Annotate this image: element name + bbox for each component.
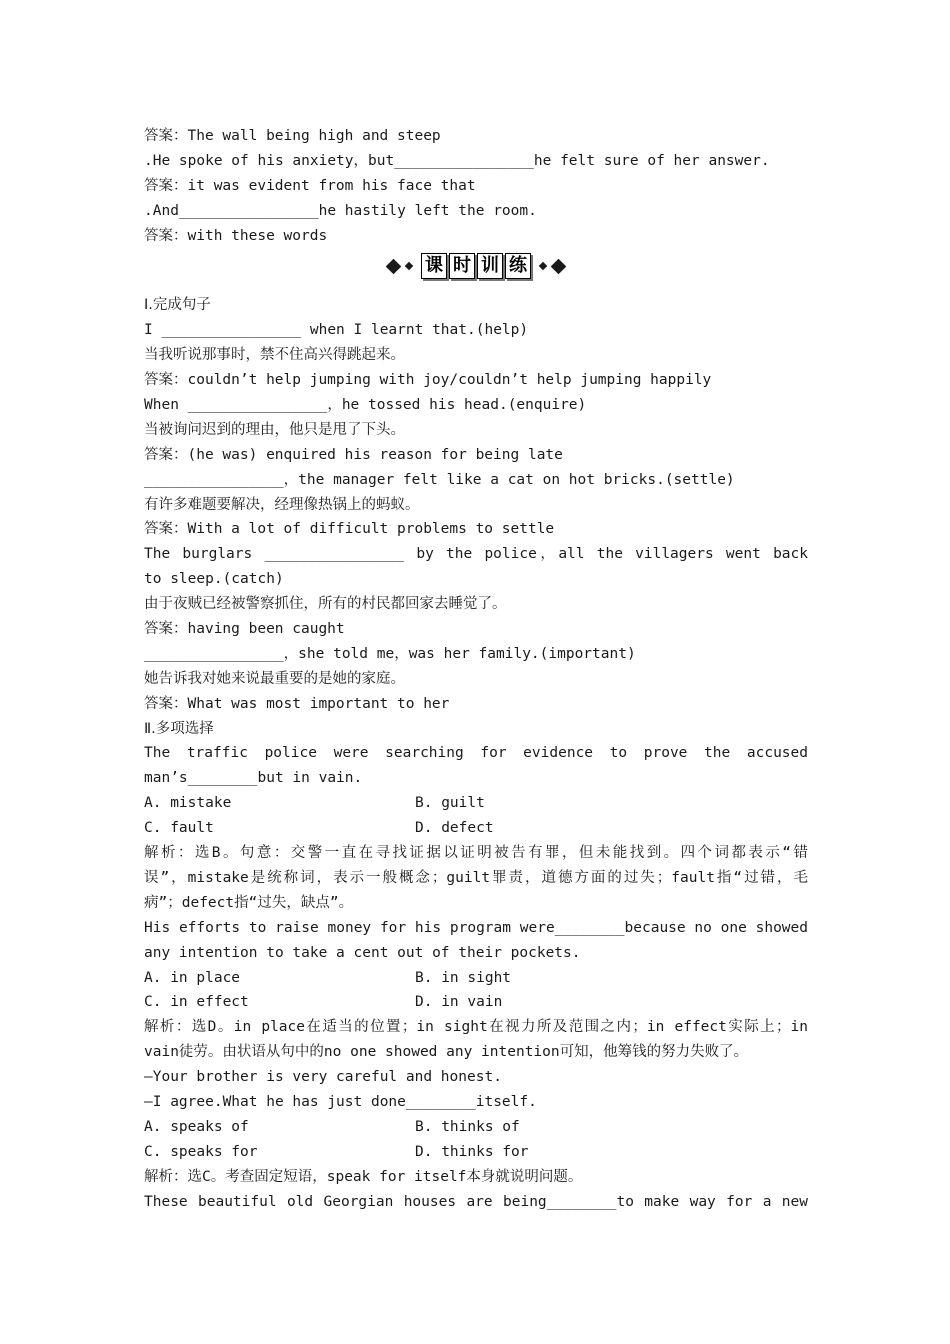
question-line: .He spoke of his anxiety，but________________he felt sure of her answer. xyxy=(144,152,770,169)
question-stem: These beautiful old Georgian houses are being________to make way for a new xyxy=(144,1193,808,1210)
question-stem: —Your brother is very careful and honest. xyxy=(144,1069,502,1086)
banner-title xyxy=(421,253,531,279)
options-row xyxy=(144,966,808,991)
option-a: A. speaks of xyxy=(144,1118,249,1135)
answer-line: 答案：(he was) enquired his reason for being late xyxy=(144,446,563,463)
option-a: A. mistake xyxy=(144,795,232,812)
banner-char: 练 xyxy=(505,253,531,279)
diamond-icon xyxy=(551,259,567,275)
options-row xyxy=(144,1115,808,1140)
diamond-icon xyxy=(405,262,413,270)
option-b: B. thinks of xyxy=(415,1118,520,1135)
banner-char: 训 xyxy=(477,253,503,279)
analysis-line: vain徒劳。由状语从句中的no one showed any intention可知，他筹钱的努力失败了。 xyxy=(144,1044,749,1061)
question-stem: man’s________but in vain. xyxy=(144,770,363,787)
answer-line: 答案：with these words xyxy=(144,227,328,244)
translation-line: 当我听说那事时，禁不住高兴得跳起来。 xyxy=(144,347,405,364)
exercise-line: I ________________ when I learnt that.(help) xyxy=(144,322,529,339)
exercise-line: The burglars ________________ by the police，all the villagers went back xyxy=(144,546,808,563)
diamond-icon xyxy=(386,259,402,275)
exercise-line: ________________，she told me，was her family.(important) xyxy=(144,645,636,662)
option-c: C. fault xyxy=(144,820,214,837)
answer-line: 答案：The wall being high and steep xyxy=(144,128,441,144)
question-stem: The traffic police were searching for evidence to prove the accused xyxy=(144,745,808,762)
option-d: D. defect xyxy=(415,820,494,837)
section-heading: Ⅰ.完成句子 xyxy=(144,297,211,314)
exercise-line: When ________________，he tossed his head.(enquire) xyxy=(144,397,587,414)
analysis-line: 解析：选B。句意：交警一直在寻找证据以证明被告有罪，但未能找到。四个词都表示“错 xyxy=(144,845,808,862)
option-c: C. speaks for xyxy=(144,1143,258,1160)
translation-line: 有许多难题要解决，经理像热锅上的蚂蚁。 xyxy=(144,496,420,513)
option-b: B. guilt xyxy=(415,795,485,812)
question-line: .And________________he hastily left the room. xyxy=(144,202,537,219)
banner-char: 时 xyxy=(449,253,475,279)
options-row xyxy=(144,816,808,841)
answer-line: 答案：it was evident from his face that xyxy=(144,177,476,194)
options-row xyxy=(144,990,808,1015)
banner-char: 课 xyxy=(421,253,447,279)
answer-line: 答案：having been caught xyxy=(144,621,345,638)
option-b: B. in sight xyxy=(415,969,512,986)
options-row xyxy=(144,791,808,816)
options-row xyxy=(144,1140,808,1165)
document-body xyxy=(144,124,808,1214)
section-banner xyxy=(144,251,808,281)
analysis-line: 解析：选C。考查固定短语，speak for itself本身就说明问题。 xyxy=(144,1168,583,1185)
analysis-line: 误”，mistake是统称词，表示一般概念；guilt罪责，道德方面的过失；fault指“过错，毛 xyxy=(144,869,808,886)
translation-line: 由于夜贼已经被警察抓住，所有的村民都回家去睡觉了。 xyxy=(144,596,507,613)
diamond-icon xyxy=(539,262,547,270)
translation-line: 她告诉我对她来说最重要的是她的家庭。 xyxy=(144,670,405,687)
question-stem: any intention to take a cent out of their pockets. xyxy=(144,944,581,961)
analysis-line: 解析：选D。in place在适当的位置；in sight在视力所及范围之内；in effect实际上；in xyxy=(144,1019,808,1036)
option-c: C. in effect xyxy=(144,994,249,1011)
answer-line: 答案：With a lot of difficult problems to settle xyxy=(144,521,555,538)
answer-line: 答案：What was most important to her xyxy=(144,695,450,712)
question-stem: —I agree.What he has just done________itself. xyxy=(144,1093,537,1110)
translation-line: 当被询问迟到的理由，他只是甩了下头。 xyxy=(144,421,405,438)
question-stem: His efforts to raise money for his program were________because no one showed xyxy=(144,919,808,936)
exercise-line: ________________，the manager felt like a cat on hot bricks.(settle) xyxy=(144,471,735,488)
exercise-line: to sleep.(catch) xyxy=(144,571,284,588)
section-heading: Ⅱ.多项选择 xyxy=(144,720,214,737)
option-a: A. in place xyxy=(144,969,241,986)
answer-line: 答案：couldn’t help jumping with joy/couldn’t help jumping happily xyxy=(144,372,712,389)
analysis-line: 病”；defect指“过失，缺点”。 xyxy=(144,894,354,911)
option-d: D. in vain xyxy=(415,994,503,1011)
option-d: D. thinks for xyxy=(415,1143,529,1160)
